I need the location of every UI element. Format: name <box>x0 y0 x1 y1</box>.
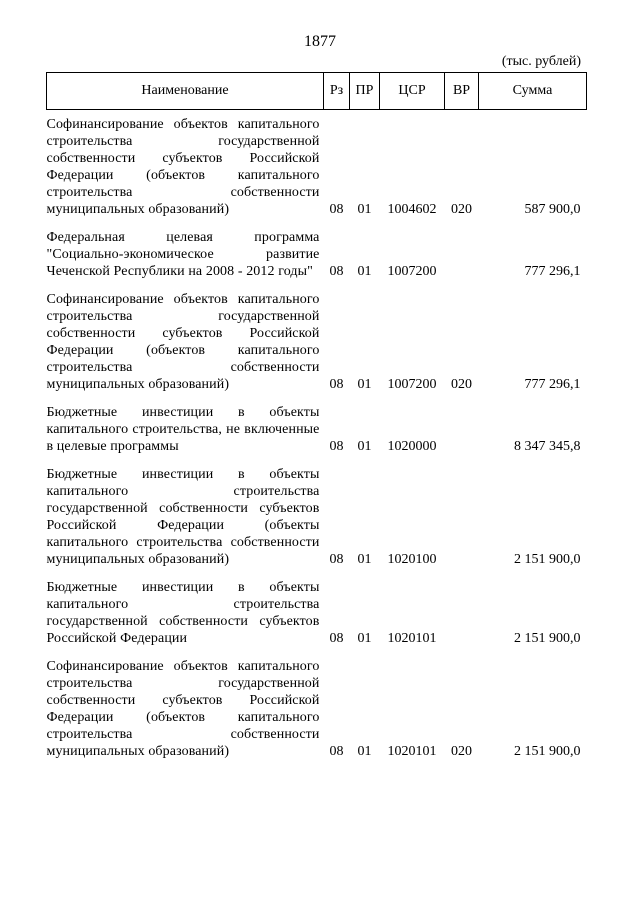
row-name: Софинансирование объектов капитального строительства государственной собственности субъектов Российской Федерации (объектов капитального строительства собственности муниципальных образований) <box>46 117 320 217</box>
row-csr: 1020101 <box>387 744 437 759</box>
row-sum: 777 296,1 <box>524 377 581 392</box>
row-vr: 020 <box>451 202 472 217</box>
row-pr: 01 <box>357 377 372 392</box>
row-vr <box>445 223 479 285</box>
row-sum: 777 296,1 <box>524 264 581 279</box>
row-pr: 01 <box>357 552 372 567</box>
row-sum: 587 900,0 <box>524 202 581 217</box>
row-sum: 2 151 900,0 <box>514 552 581 567</box>
row-csr: 1004602 <box>387 202 437 217</box>
row-rz: 08 <box>329 552 344 567</box>
page-number: 1877 <box>304 33 336 50</box>
table-row <box>47 223 587 285</box>
row-pr: 01 <box>357 744 372 759</box>
row-name: Бюджетные инвестиции в объекты капитального строительства государственной собственности субъектов Российской Федерации <box>46 580 320 646</box>
row-vr <box>445 460 479 573</box>
row-pr: 01 <box>357 264 372 279</box>
row-csr: 1007200 <box>387 264 437 279</box>
row-rz: 08 <box>329 631 344 646</box>
row-rz: 08 <box>329 264 344 279</box>
header-pr: ПР <box>350 73 380 110</box>
row-name: Федеральная целевая программа "Социально-экономическое развитие Чеченской Республики на 2008 - 2012 годы" <box>46 230 320 279</box>
row-rz: 08 <box>329 202 344 217</box>
table-row <box>47 652 587 765</box>
header-sum: Сумма <box>479 73 587 110</box>
row-vr <box>445 398 479 460</box>
row-name: Софинансирование объектов капитального строительства государственной собственности субъектов Российской Федерации (объектов капитального строительства собственности муниципальных образований) <box>46 292 320 392</box>
row-name: Софинансирование объектов капитального строительства государственной собственности субъектов Российской Федерации (объектов капитального строительства собственности муниципальных образований) <box>46 659 320 759</box>
header-csr: ЦСР <box>380 73 445 110</box>
row-csr: 1020100 <box>387 552 437 567</box>
row-csr: 1020101 <box>387 631 437 646</box>
row-pr: 01 <box>357 439 372 454</box>
header-rz: Рз <box>324 73 350 110</box>
row-pr: 01 <box>357 631 372 646</box>
row-rz: 08 <box>329 439 344 454</box>
row-sum: 2 151 900,0 <box>514 744 581 759</box>
table-row <box>47 398 587 460</box>
table-row <box>47 110 587 224</box>
row-csr: 1007200 <box>387 377 437 392</box>
table-row <box>47 285 587 398</box>
row-csr: 1020000 <box>387 439 437 454</box>
table-row <box>47 460 587 573</box>
header-vr: ВР <box>445 73 479 110</box>
row-sum: 2 151 900,0 <box>514 631 581 646</box>
row-name: Бюджетные инвестиции в объекты капитального строительства, не включенные в целевые программы <box>46 405 320 454</box>
units-label: (тыс. рублей) <box>501 54 581 69</box>
budget-table <box>46 72 587 765</box>
header-name: Наименование <box>47 73 324 110</box>
row-name: Бюджетные инвестиции в объекты капитального строительства государственной собственности субъектов Российской Федерации (объекты капитального строительства собственности муниципальных образований) <box>46 467 320 567</box>
row-vr: 020 <box>451 744 472 759</box>
row-rz: 08 <box>329 744 344 759</box>
row-vr: 020 <box>451 377 472 392</box>
row-rz: 08 <box>329 377 344 392</box>
row-pr: 01 <box>357 202 372 217</box>
row-vr <box>445 573 479 652</box>
table-header-row <box>47 73 587 110</box>
table-row <box>47 573 587 652</box>
row-sum: 8 347 345,8 <box>514 439 581 454</box>
